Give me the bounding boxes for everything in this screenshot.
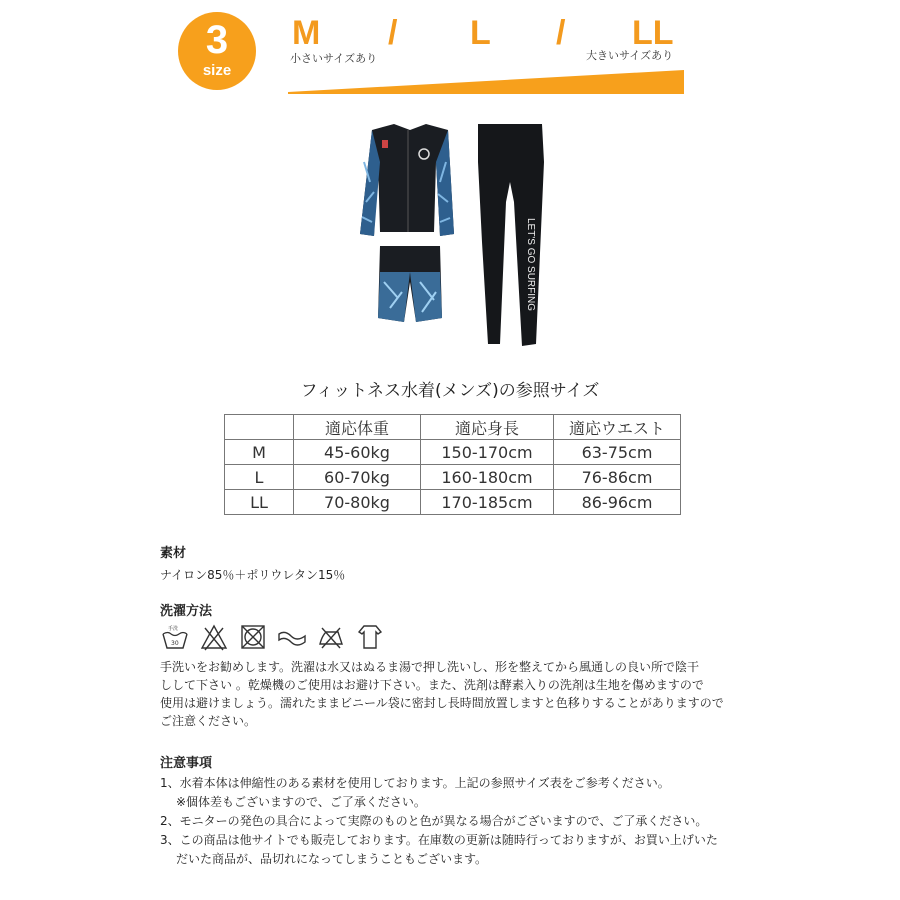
table-header-row [225,415,681,440]
temperature-label: 30 [171,640,179,647]
text-line: ご注意ください。 [160,714,257,728]
large-size-note: 大きいサイズあり [586,49,674,62]
table-cell: L [225,465,294,490]
notes-list [160,774,718,869]
table-cell: 86-96cm [554,490,681,515]
material-title: 素材 [160,546,187,561]
table-cell: 160-180cm [421,465,554,490]
table-cell: 76-86cm [554,465,681,490]
badge-number: 3 [205,18,229,62]
orange-swoosh-bar [286,64,686,98]
notes-title: 注意事項 [160,756,213,771]
size-label-m: M [292,14,321,52]
size-count-badge [178,12,256,90]
washing-title: 洗濯方法 [160,604,213,619]
table-header-cell: 適応ウエスト [554,415,681,440]
table-header-cell: 適応身長 [421,415,554,440]
no-bleach-icon [199,622,229,652]
material-text: ナイロン85％＋ポリウレタン15％ [160,568,346,582]
size-label-l: L [470,14,491,52]
table-cell: LL [225,490,294,515]
table-row [225,440,681,465]
table-cell: 60-70kg [294,465,421,490]
text-line: 手洗いをお勧めします。洗濯は水又はぬるま湯で押し洗いし、形を整えてから風通しの良い所で陰干 [160,660,700,674]
no-iron-icon [316,622,346,652]
washing-instructions [160,658,724,730]
table-header-cell [225,415,294,440]
table-cell: 63-75cm [554,440,681,465]
note-item-continuation: だいた商品が、品切れになってしまうこともございます。 [176,852,488,866]
text-line: しして下さい 。乾燥機のご使用はお避け下さい。また、洗剤は酵素入りの洗剤は生地を傷めますので [160,678,704,692]
table-cell: 70-80kg [294,490,421,515]
legging-print-text: LET'S GO SURFING [525,218,536,312]
size-separator: / [388,14,398,52]
note-subitem: ※個体差もございますので、ご了承ください。 [176,795,426,809]
size-separator: / [556,14,566,52]
table-cell: M [225,440,294,465]
note-item: 2、モニターの発色の具合によって実際のものと色が異なる場合がございますので、ご了承ください。 [160,814,708,828]
size-table-title: フィットネス水着(メンズ)の参照サイズ [300,381,600,401]
product-image [350,122,550,354]
note-item: 3、この商品は他サイトでも販売しております。在庫数の更新は随時行っておりますが、お買い上げいた [160,833,718,847]
table-cell: 150-170cm [421,440,554,465]
hand-wash-30-icon [160,622,190,652]
no-tumble-dry-icon [238,622,268,652]
table-row [225,465,681,490]
table-cell: 45-60kg [294,440,421,465]
swim-shorts [378,246,442,322]
text-line: 使用は避けましょう。濡れたままビニール袋に密封し長時間放置しますと色移りすることがありますので [160,696,724,710]
size-table [224,414,681,515]
hand-wash-label: 手洗 [168,626,179,632]
table-header-cell: 適応体重 [294,415,421,440]
badge-unit: size [202,62,232,79]
rash-guard-jacket [360,124,454,236]
note-item: 1、水着本体は伸縮性のある素材を使用しております。上記の参照サイズ表をご参考ください。 [160,776,670,790]
line-dry-icon [355,622,385,652]
small-size-note: 小さいサイズあり [290,52,378,65]
table-cell: 170-185cm [421,490,554,515]
table-row [225,490,681,515]
leggings [478,124,544,346]
twist-wring-icon [277,622,307,652]
care-icons [160,622,389,652]
size-label-ll: LL [632,14,674,52]
